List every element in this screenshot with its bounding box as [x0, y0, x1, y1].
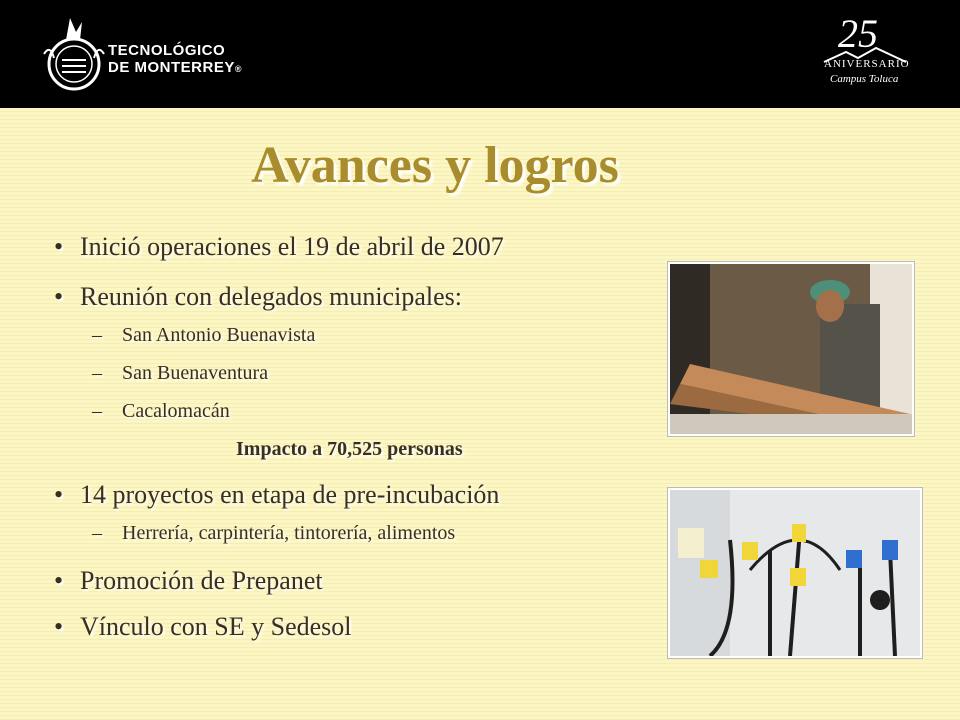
brand-line-1: TECNOLÓGICO: [108, 42, 226, 59]
bullet-marker: •: [54, 566, 64, 595]
sub-marker: –: [92, 522, 102, 544]
bullet-marker: •: [54, 612, 64, 641]
sub-marker: –: [92, 324, 102, 346]
carpenter-photo: [668, 262, 914, 436]
candle-holders-photo: [668, 488, 922, 658]
bullet-vinculo: • Vínculo con SE y Sedesol: [54, 612, 352, 641]
bullet-marker: •: [54, 282, 64, 311]
bullet-reunion: • Reunión con delegados municipales:: [54, 282, 462, 311]
bullet-marker: •: [54, 232, 64, 261]
sub-marker: –: [92, 362, 102, 384]
bullet-proyectos: • 14 proyectos en etapa de pre-incubación: [54, 480, 500, 509]
anniversary-word: ANIVERSARIO: [824, 58, 910, 70]
anniversary-campus: Campus Toluca: [830, 73, 899, 85]
header-bar: [0, 0, 960, 108]
sub-marker: –: [92, 400, 102, 422]
brand-name: [108, 42, 242, 78]
brand-line-2: DE MONTERREY®: [108, 59, 242, 76]
bullet-prepanet: • Promoción de Prepanet: [54, 566, 323, 595]
registered-mark: ®: [234, 64, 242, 74]
impact-text: Impacto a 70,525 personas: [236, 438, 463, 460]
sub-item-san-buenaventura: – San Buenaventura: [92, 362, 269, 384]
slide-title: Avances y logros: [251, 137, 619, 194]
sub-item-proyectos: – Herrería, carpintería, tintorería, alimentos: [92, 522, 456, 544]
bullet-inicio: • Inició operaciones el 19 de abril de 2007: [54, 232, 504, 261]
sub-item-cacalomacan: – Cacalomacán: [92, 400, 230, 422]
anniversary-number: 25: [838, 11, 878, 56]
sub-item-san-antonio: – San Antonio Buenavista: [92, 324, 316, 346]
bullet-marker: •: [54, 480, 64, 509]
